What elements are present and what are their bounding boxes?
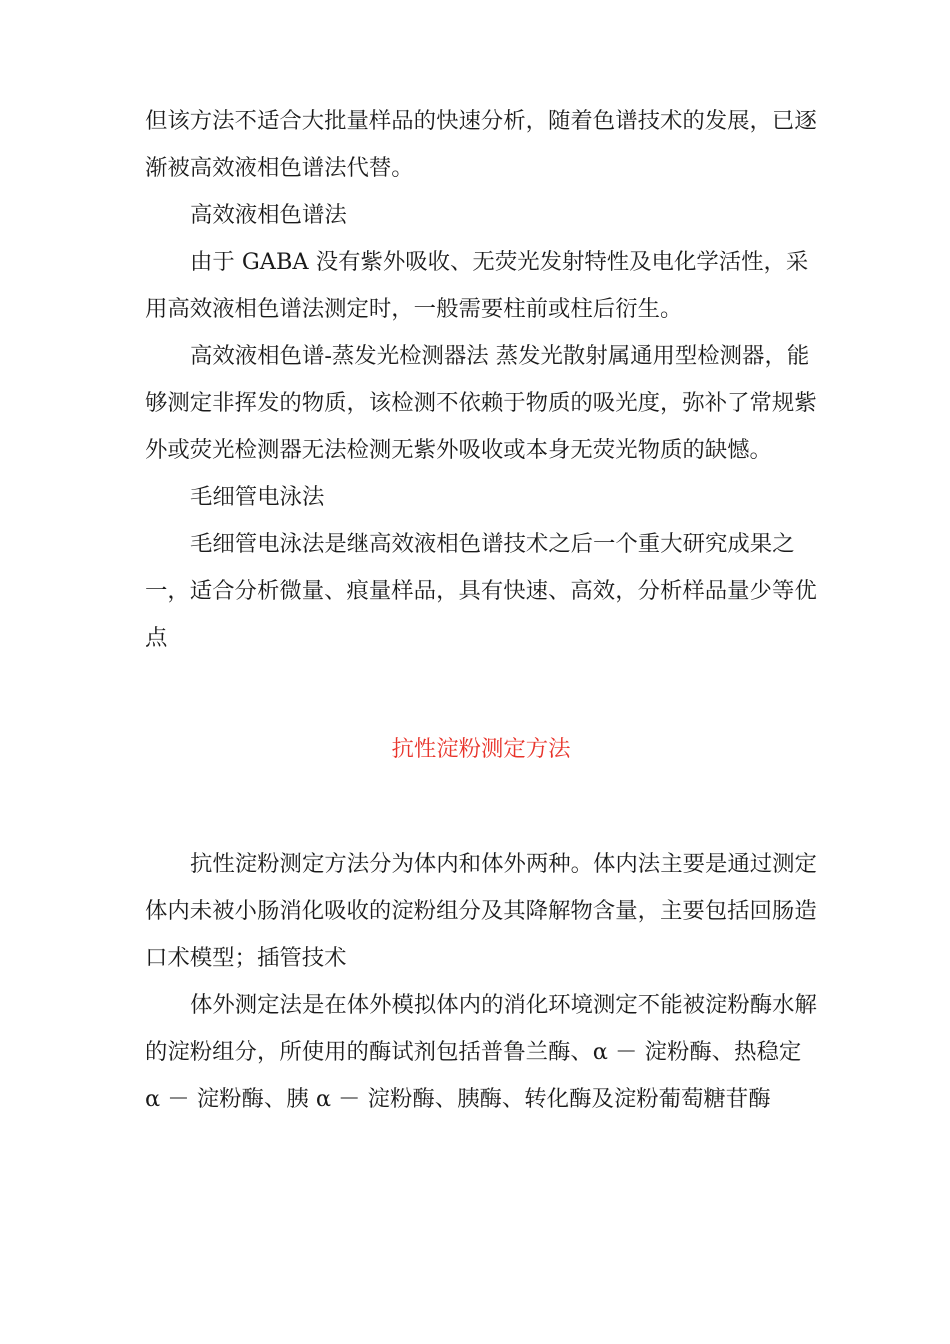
paragraph-resistant-starch-methods: 抗性淀粉测定方法分为体内和体外两种。体内法主要是通过测定体内未被小肠消化吸收的淀粉组分及其降解物含量，主要包括回肠造口术模型；插管技术 (145, 851, 817, 971)
paragraph-continuation: 但该方法不适合大批量样品的快速分析，随着色谱技术的发展，已逐渐被高效液相色谱法代替。 (145, 108, 817, 181)
paragraph-in-vitro-method: 体外测定法是在体外模拟体内的消化环境测定不能被淀粉酶水解的淀粉组分，所使用的酶试剂包括普鲁兰酶、α － 淀粉酶、热稳定 α － 淀粉酶、胰 α － 淀粉酶、胰酶、转化酶及淀粉葡萄糖苷酶 (145, 992, 817, 1112)
spacer (145, 662, 817, 726)
paragraph-capillary-electrophoresis: 毛细管电泳法是继高效液相色谱技术之后一个重大研究成果之一，适合分析微量、痕量样品，具有快速、高效，分析样品量少等优点 (145, 531, 817, 651)
heading-hplc: 高效液相色谱法 (190, 202, 347, 228)
section-title: 抗性淀粉测定方法 (391, 736, 571, 762)
spacer (145, 773, 817, 841)
document-body (145, 98, 817, 1123)
paragraph-hplc-elsd: 高效液相色谱-蒸发光检测器法 蒸发光散射属通用型检测器，能够测定非挥发的物质，该检测不依赖于物质的吸光度，弥补了常规紫外或荧光检测器无法检测无紫外吸收或本身无荧光物质的缺憾。 (145, 343, 817, 463)
paragraph-hplc: 由于 GABA 没有紫外吸收、无荧光发射特性及电化学活性，采用高效液相色谱法测定时，一般需要柱前或柱后衍生。 (145, 249, 809, 322)
heading-capillary-electrophoresis: 毛细管电泳法 (190, 484, 325, 510)
